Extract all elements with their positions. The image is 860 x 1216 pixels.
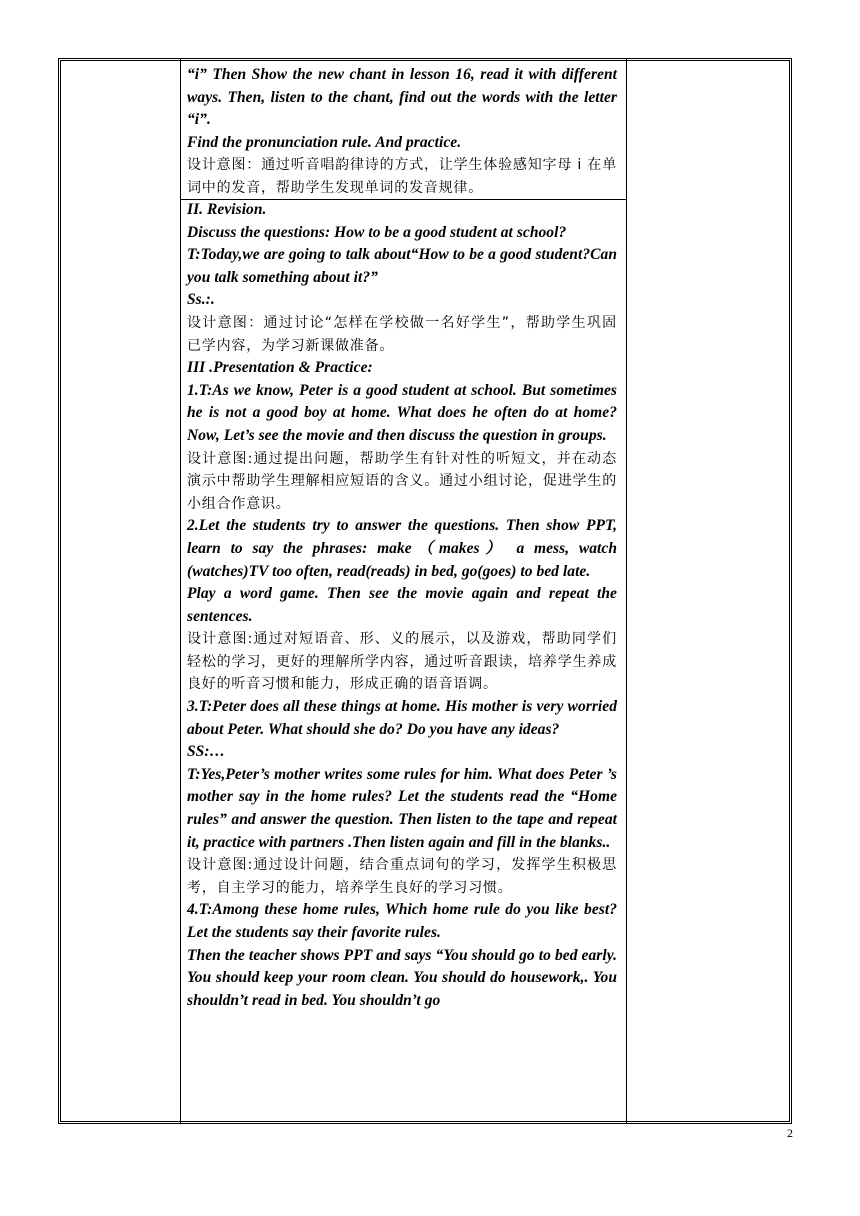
procedure-cell-main bbox=[187, 199, 617, 1012]
step-2-text: 2.Let the students try to answer the questions. Then show PPT, learn to say the phrases: make（makes） a mess, watch (watches)TV too often, read(reads) in bed, go(goes) to bed late. bbox=[187, 517, 617, 580]
design-intent-note: 设计意图:通过对短语音、形、义的展示，以及游戏，帮助同学们轻松的学习，更好的理解所学内容，通过听音跟读，培养学生养成良好的听音习惯和能力，形成正确的语音语调。 bbox=[187, 631, 617, 693]
teacher-ppt-text: Then the teacher shows PPT and says “You should go to bed early. You should keep your room clean. You should do housework,. You shouldn’t read in bed. You shouldn’t go bbox=[187, 946, 617, 1009]
design-intent-note: 设计意图:通过设计问题，结合重点词句的学习，发挥学生积极思考，自主学习的能力，培养学生良好的学习习惯。 bbox=[187, 857, 617, 896]
step-4-text: 4.T:Among these home rules, Which home rule do you like best? Let the students say their favorite rules. bbox=[187, 901, 617, 941]
design-intent-note: 设计意图：通过听音唱韵律诗的方式，让学生体验感知字母 i 在单词中的发音，帮助学生发现单词的发音规律。 bbox=[187, 157, 617, 196]
step-1-text: 1.T:As we know, Peter is a good student at school. But sometimes he is not a good boy at home. What does he often do at home? Now, Let’s see the movie and then discuss the question in groups. bbox=[187, 381, 617, 444]
chant-instruction: “i” Then Show the new chant in lesson 16, read it with different ways. Then, listen to the chant, find out the words with the letter “i”. bbox=[187, 66, 617, 129]
teacher-prompt: T:Today,we are going to talk about“How to be a good student?Can you talk something about it?” bbox=[187, 246, 617, 286]
home-rules-text: T:Yes,Peter’s mother writes some rules for him. What does Peter ’s mother say in the home rules? Let the students read the “Home rules” and answer the question. Then listen to the tape and repeat it, practice with partners .Then listen again and fill in the blanks.. bbox=[187, 765, 617, 851]
student-response: Ss.:. bbox=[187, 291, 215, 309]
discussion-question: Discuss the questions: How to be a good student at school? bbox=[187, 223, 567, 241]
pronunciation-rule-text: Find the pronunciation rule. And practice. bbox=[187, 133, 462, 151]
revision-heading: II. Revision. bbox=[187, 201, 267, 218]
word-game-text: Play a word game. Then see the movie again and repeat the sentences. bbox=[187, 585, 617, 625]
page-number: 2 bbox=[787, 1126, 793, 1140]
design-intent-note: 设计意图：通过讨论“怎样在学校做一名好学生”，帮助学生巩固已学内容，为学习新课做准备。 bbox=[187, 314, 617, 354]
student-response: SS:… bbox=[187, 743, 226, 761]
column-divider-left bbox=[180, 59, 181, 1123]
column-divider-right bbox=[626, 59, 627, 1123]
presentation-heading: III .Presentation & Practice: bbox=[187, 359, 373, 377]
step-3-text: 3.T:Peter does all these things at home. His mother is very worried about Peter. What should she do? Do you have any ideas? bbox=[187, 698, 617, 738]
design-intent-note: 设计意图:通过提出问题，帮助学生有针对性的听短文，并在动态演示中帮助学生理解相应短语的含义。通过小组讨论，促进学生的小组合作意识。 bbox=[187, 450, 617, 512]
procedure-cell-top bbox=[187, 64, 617, 200]
